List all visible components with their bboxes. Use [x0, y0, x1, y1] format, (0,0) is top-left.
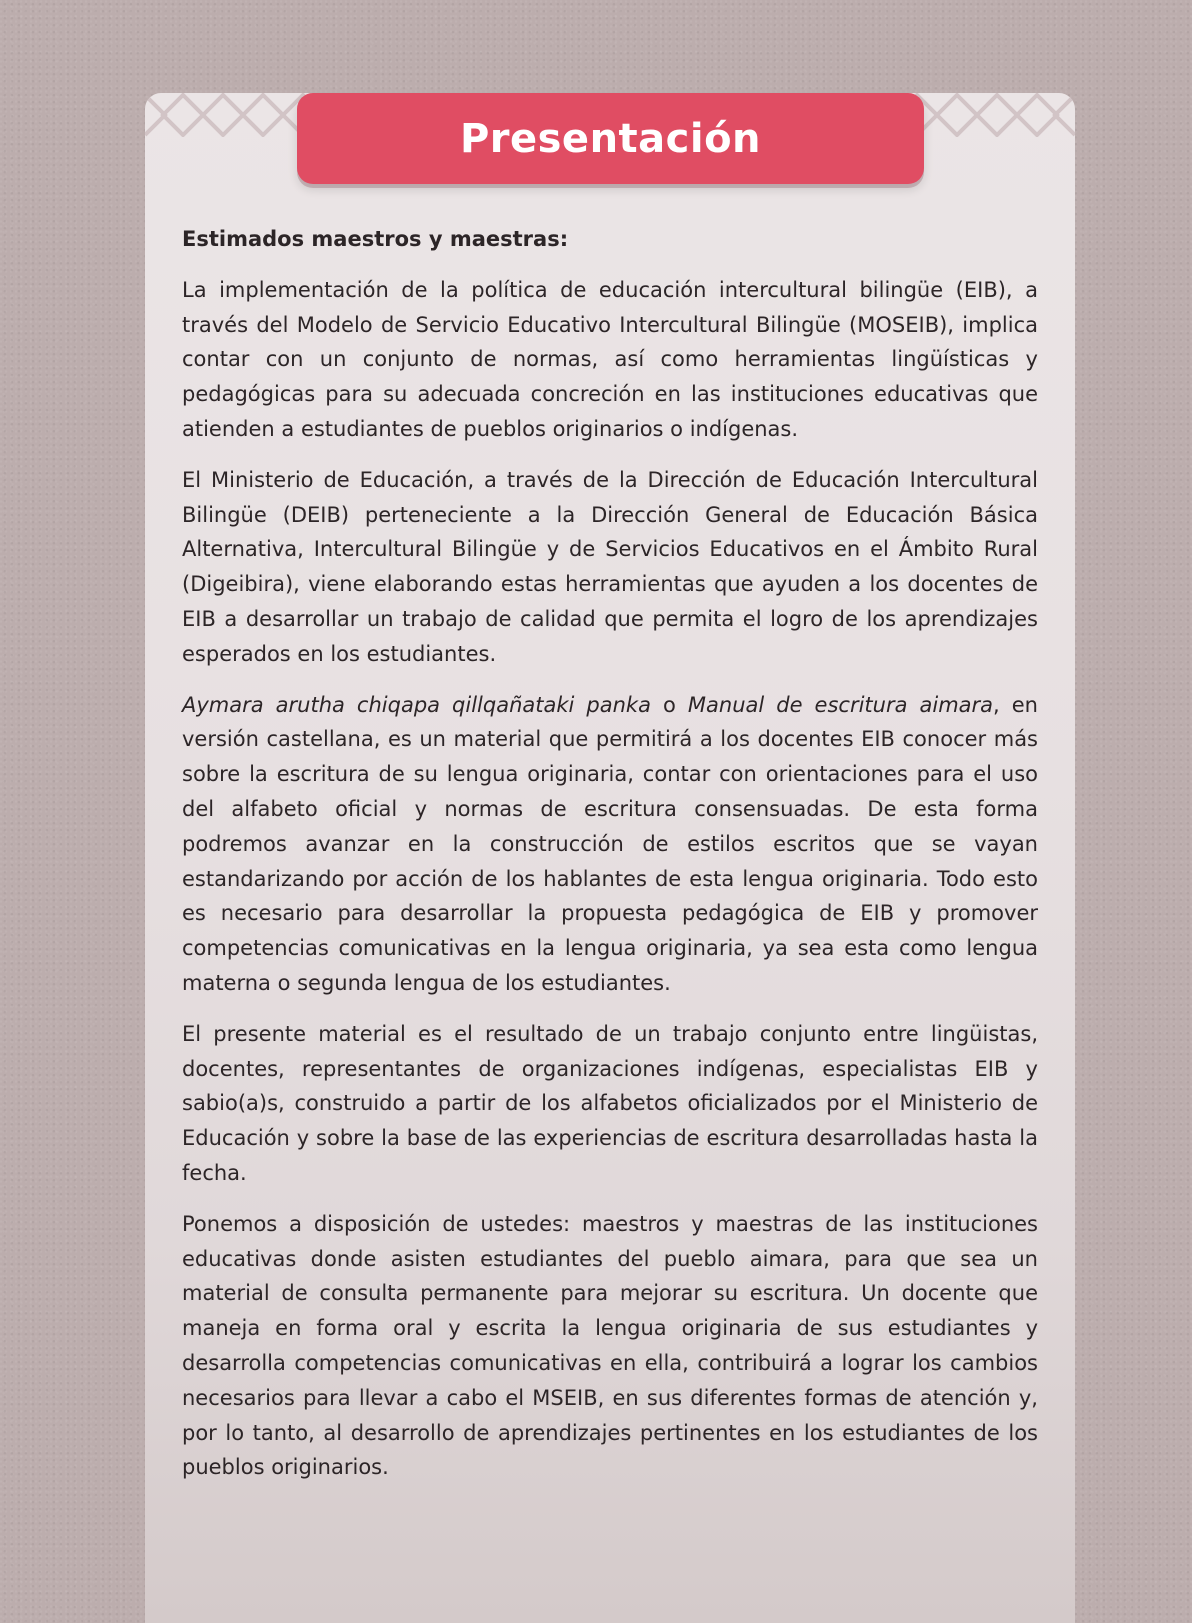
paragraph-2: El Ministerio de Educación, a través de la Dirección de Educación Intercultural Bilingüe (DEIB) perteneciente a la Dirección General de Educación Básica Alternativa, Intercultural Bilingüe y de Servicios Educativos en el Ámbito Rural (Digeibira), viene elaborando estas herramientas que ayuden a los docentes de EIB a desarrollar un trabajo de calidad que permita el logro de los aprendizajes esperados en los estudiantes. — [182, 467, 1038, 666]
content-body — [182, 222, 1038, 1501]
book-title-spanish: Manual de escritura aimara — [687, 692, 994, 717]
greeting: Estimados maestros y maestras: — [182, 227, 569, 251]
title-connector: o — [650, 692, 688, 717]
paragraph-3-rest: , en versión castellana, es un material que permitirá a los docentes EIB conocer más sobre la escritura de su lengua originaria, contar con orientaciones para el uso del alfabeto oficial y normas de escritura consensuadas. De esta forma podremos avanzar en la construcción de estilos escritos que se vayan estandarizando por acción de los hablantes de esta lengua originaria. Todo esto es necesario para desarrollar la propuesta pedagógica de EIB y promover competencias comunicativas en la lengua originaria, ya sea esta como lengua materna o segunda lengua de los estudiantes. — [182, 692, 1038, 995]
diamond-border-right — [905, 93, 1075, 137]
diamond-border-left — [145, 93, 315, 137]
paragraph-3 — [182, 688, 1038, 1001]
title-banner — [297, 93, 924, 184]
page-title: Presentación — [459, 115, 762, 162]
paragraph-1: La implementación de la política de educación intercultural bilingüe (EIB), a través del Modelo de Servicio Educativo Intercultural Bilingüe (MOSEIB), implica contar con un conjunto de normas, así como herramientas lingüísticas y pedagógicas para su adecuada concreción en las instituciones educativas que atienden a estudiantes de pueblos originarios o indígenas. — [182, 277, 1038, 441]
book-title-aymara: Aymara arutha chiqapa qillqañataki panka — [182, 692, 651, 717]
paragraph-4: El presente material es el resultado de un trabajo conjunto entre lingüistas, docentes, representantes de organizaciones indígenas, especialistas EIB y sabio(a)s, construido a partir de los alfabetos oficializados por el Ministerio de Educación y sobre la base de las experiencias de escritura desarrolladas hasta la fecha. — [182, 1021, 1038, 1185]
paragraph-5: Ponemos a disposición de ustedes: maestros y maestras de las instituciones educativas donde asisten estudiantes del pueblo aimara, para que sea un material de consulta permanente para mejorar su escritura. Un docente que maneja en forma oral y escrita la lengua originaria de sus estudiantes y desarrolla competencias comunicativas en ella, contribuirá a lograr los cambios necesarios para llevar a cabo el MSEIB, en sus diferentes formas de atención y, por lo tanto, al desarrollo de aprendizajes pertinentes en los estudiantes de los pueblos originarios. — [182, 1211, 1038, 1480]
